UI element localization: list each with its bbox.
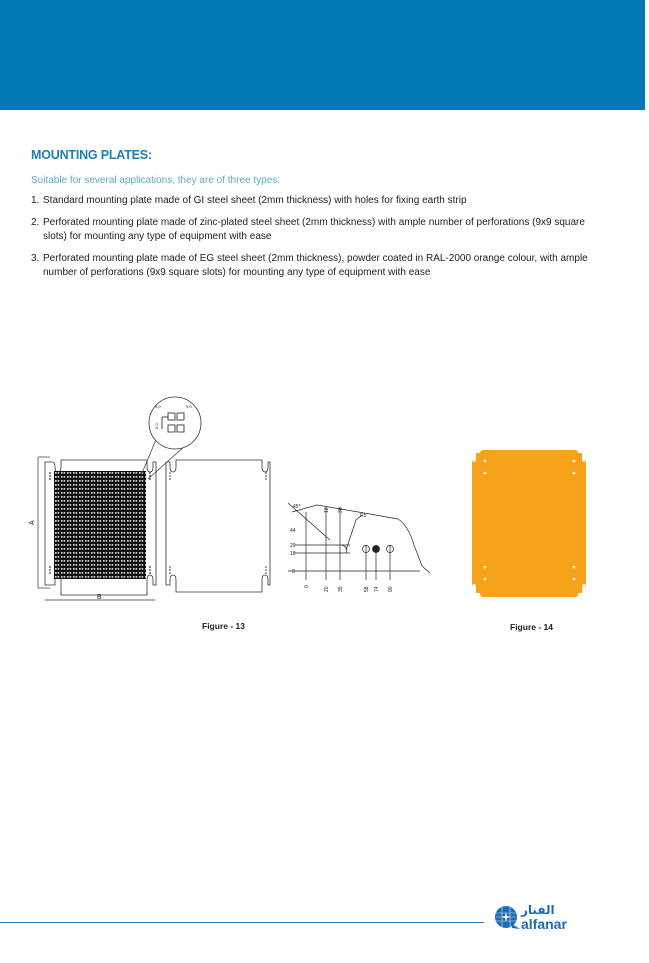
- svg-text:38: 38: [338, 507, 344, 513]
- list-item: 2. Perforated mounting plate made of zinc-plated steel sheet (2mm thickness) with ample number of perforations (9x9 square slots) for mounting any type of equipment with ease: [31, 216, 585, 242]
- svg-text:35: 35: [338, 586, 344, 592]
- footer-divider: [0, 922, 484, 923]
- svg-text:9.0: 9.0: [154, 423, 159, 429]
- svg-text:0: 0: [304, 585, 310, 588]
- dimension-b-label: B: [97, 594, 102, 601]
- svg-text:9.0: 9.0: [155, 404, 161, 409]
- section-title: MOUNTING PLATES:: [31, 148, 152, 162]
- plate-types-list: [31, 194, 603, 288]
- svg-text:90: 90: [388, 586, 394, 592]
- svg-text:9.0: 9.0: [186, 404, 192, 409]
- figure-14-caption: Figure - 14: [510, 622, 553, 632]
- list-item: 3. Perforated mounting plate made of EG steel sheet (2mm thickness), powder coated in RAL-2000 orange colour, with ample number of perforations (9x9 square slots) for mounting any type of equipment with ease: [31, 252, 588, 278]
- svg-text:74: 74: [374, 586, 380, 592]
- alfanar-logo: [494, 898, 584, 939]
- svg-text:45°: 45°: [293, 504, 301, 510]
- svg-text:18: 18: [290, 551, 296, 557]
- profile-drawing: [288, 503, 430, 592]
- header-band: [0, 0, 645, 110]
- figure-13-drawing: [30, 395, 430, 610]
- plain-plate: [166, 460, 270, 592]
- svg-text:R5: R5: [360, 513, 367, 519]
- svg-text:58: 58: [364, 586, 370, 592]
- list-item: 1. Standard mounting plate made of GI steel sheet (2mm thickness) with holes for fixing earth strip: [31, 195, 467, 206]
- brand-latin: alfanar: [521, 916, 567, 932]
- dimension-a-label: A: [29, 520, 36, 525]
- svg-text:29: 29: [290, 543, 296, 549]
- brand-arabic: الفنار: [521, 903, 555, 917]
- svg-text:0: 0: [292, 569, 295, 575]
- figure-14-orange-plate: [470, 450, 590, 605]
- svg-text:18: 18: [324, 507, 330, 513]
- svg-text:20: 20: [324, 586, 330, 592]
- svg-text:44: 44: [290, 528, 296, 534]
- figure-13-caption: Figure - 13: [202, 621, 245, 631]
- section-subtitle: Suitable for several applications, they are of three types:: [31, 175, 281, 186]
